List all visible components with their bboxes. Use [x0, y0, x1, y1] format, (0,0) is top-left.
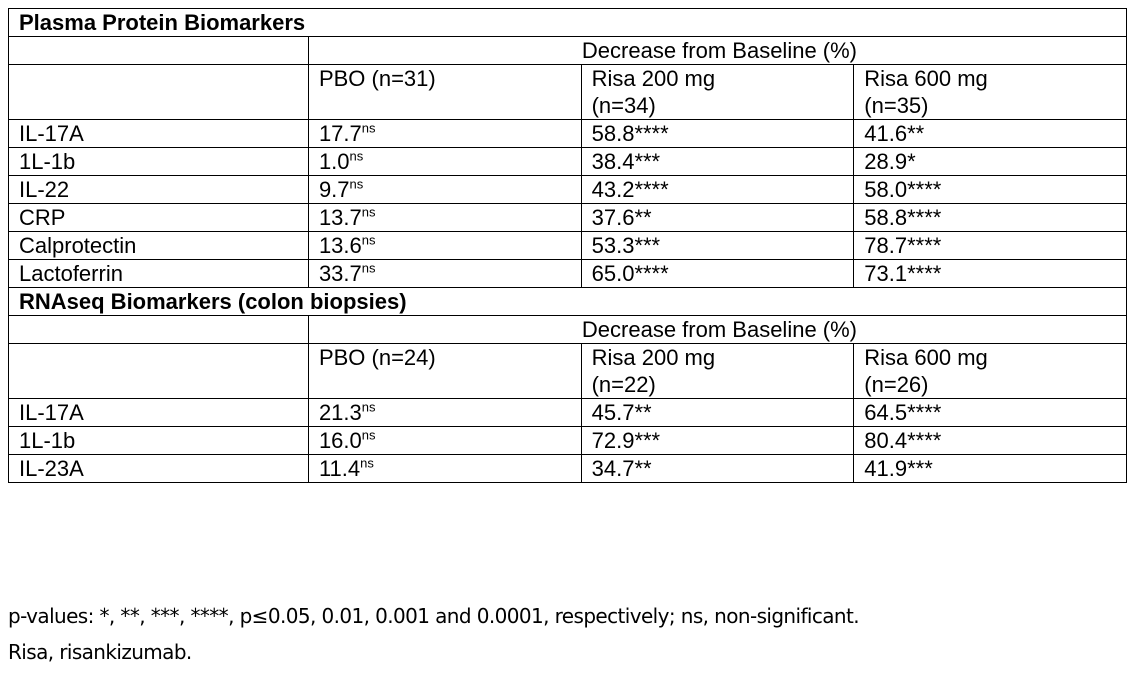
value-cell: [308, 399, 581, 427]
value-cell: [854, 232, 1127, 260]
value: 41.9: [864, 456, 908, 481]
value: 65.0: [591, 261, 635, 286]
significance-marker: ****: [907, 233, 942, 258]
significance-marker: ****: [907, 261, 942, 286]
value-cell: [854, 204, 1127, 232]
value: 17.7: [318, 121, 362, 146]
value-cell: [308, 204, 581, 232]
group-header: Decrease from Baseline (%): [308, 37, 1126, 65]
marker-name: IL-17A: [9, 399, 309, 427]
table-row: [9, 204, 1127, 232]
biomarker-table: [8, 8, 1127, 483]
section-title-row: [9, 9, 1127, 37]
column-header-row: [9, 65, 1127, 120]
significance-marker: **: [634, 205, 652, 230]
empty-cell: [9, 316, 309, 344]
significance-marker: ns: [361, 232, 376, 248]
value: 37.6: [591, 205, 635, 230]
value: 13.7: [318, 205, 362, 230]
value: 13.6: [318, 233, 362, 258]
significance-marker: ***: [907, 456, 933, 481]
value: 9.7: [318, 177, 350, 202]
significance-marker: ns: [361, 260, 376, 276]
column-header-line1: Risa 600 mg: [864, 345, 988, 370]
empty-cell: [9, 344, 309, 399]
column-header-line2: (n=34): [591, 93, 656, 118]
group-header-row: [9, 37, 1127, 65]
value: 43.2: [591, 177, 635, 202]
value-cell: [581, 399, 854, 427]
value: 80.4: [864, 428, 908, 453]
significance-marker: ****: [907, 205, 942, 230]
marker-name: IL-17A: [9, 120, 309, 148]
table-row: [9, 455, 1127, 483]
value-cell: [854, 260, 1127, 288]
significance-marker: ns: [361, 399, 376, 415]
significance-marker: **: [634, 400, 652, 425]
value-cell: [854, 399, 1127, 427]
value: 38.4: [591, 149, 635, 174]
value-cell: [308, 120, 581, 148]
value: 28.9: [864, 149, 908, 174]
column-header: [581, 65, 854, 120]
significance-marker: ***: [634, 149, 661, 174]
column-header: [308, 65, 581, 120]
significance-marker: ns: [361, 427, 376, 443]
footnote-abbreviation: Risa, risankizumab.: [8, 640, 192, 664]
value: 34.7: [591, 456, 635, 481]
value-cell: [581, 455, 854, 483]
empty-cell: [9, 65, 309, 120]
value-cell: [581, 120, 854, 148]
column-header-line1: Risa 600 mg: [864, 66, 988, 91]
value: 78.7: [864, 233, 908, 258]
footnote-pvalues: p-values: *, **, ***, ****, p≤0.05, 0.01, 0.001 and 0.0001, respectively; ns, non-significant.: [8, 604, 859, 628]
table-row: [9, 427, 1127, 455]
value-cell: [308, 232, 581, 260]
section-title-row: [9, 288, 1127, 316]
table-row: [9, 120, 1127, 148]
column-header: [854, 344, 1127, 399]
value: 45.7: [591, 400, 635, 425]
value: 58.8: [591, 121, 635, 146]
value: 58.0: [864, 177, 908, 202]
significance-marker: ns: [349, 176, 364, 192]
significance-marker: ****: [907, 400, 942, 425]
value-cell: [581, 427, 854, 455]
marker-name: IL-22: [9, 176, 309, 204]
column-header-row: [9, 344, 1127, 399]
value: 64.5: [864, 400, 908, 425]
marker-name: 1L-1b: [9, 148, 309, 176]
significance-marker: ***: [634, 233, 661, 258]
value-cell: [308, 455, 581, 483]
marker-name: IL-23A: [9, 455, 309, 483]
significance-marker: ns: [349, 148, 364, 164]
value: 1.0: [318, 149, 350, 174]
value: 72.9: [591, 428, 635, 453]
value-cell: [308, 427, 581, 455]
column-header-line1: Risa 200 mg: [591, 345, 716, 370]
column-header-line2: (n=26): [864, 372, 929, 397]
marker-name: Calprotectin: [9, 232, 309, 260]
marker-name: CRP: [9, 204, 309, 232]
significance-marker: ****: [634, 121, 669, 146]
value-cell: [854, 427, 1127, 455]
value-cell: [854, 176, 1127, 204]
column-header: [854, 65, 1127, 120]
empty-cell: [9, 37, 309, 65]
table-row: [9, 176, 1127, 204]
column-header-line1: PBO (n=24): [318, 345, 436, 370]
value: 73.1: [864, 261, 908, 286]
value: 21.3: [318, 400, 362, 425]
significance-marker: ns: [361, 120, 376, 136]
value-cell: [308, 176, 581, 204]
significance-marker: ****: [634, 177, 669, 202]
column-header-line2: (n=35): [864, 93, 929, 118]
section-title: RNAseq Biomarkers (colon biopsies): [9, 288, 1127, 316]
value: 41.6: [864, 121, 908, 146]
value: 53.3: [591, 233, 635, 258]
column-header-line1: Risa 200 mg: [591, 66, 716, 91]
column-header: [581, 344, 854, 399]
value-cell: [854, 120, 1127, 148]
significance-marker: ns: [361, 204, 376, 220]
significance-marker: ****: [634, 261, 669, 286]
value-cell: [581, 204, 854, 232]
group-header-row: [9, 316, 1127, 344]
value-cell: [581, 176, 854, 204]
value: 58.8: [864, 205, 908, 230]
significance-marker: ****: [907, 177, 942, 202]
footnotes: [8, 598, 1128, 670]
significance-marker: ***: [634, 428, 661, 453]
significance-marker: ****: [907, 428, 942, 453]
table-row: [9, 148, 1127, 176]
column-header-line2: (n=22): [591, 372, 656, 397]
value: 16.0: [318, 428, 362, 453]
table-row: [9, 232, 1127, 260]
column-header-line1: PBO (n=31): [318, 66, 436, 91]
column-header: [308, 344, 581, 399]
group-header: Decrease from Baseline (%): [308, 316, 1126, 344]
value-cell: [308, 148, 581, 176]
table-row: [9, 399, 1127, 427]
table-row: [9, 260, 1127, 288]
marker-name: Lactoferrin: [9, 260, 309, 288]
significance-marker: ns: [360, 455, 374, 471]
significance-marker: **: [634, 456, 652, 481]
value: 11.4: [318, 456, 361, 481]
value-cell: [854, 148, 1127, 176]
value-cell: [308, 260, 581, 288]
value: 33.7: [318, 261, 362, 286]
section-title: Plasma Protein Biomarkers: [9, 9, 1127, 37]
significance-marker: **: [907, 121, 925, 146]
marker-name: 1L-1b: [9, 427, 309, 455]
value-cell: [581, 232, 854, 260]
value-cell: [854, 455, 1127, 483]
significance-marker: *: [907, 149, 916, 174]
value-cell: [581, 260, 854, 288]
value-cell: [581, 148, 854, 176]
